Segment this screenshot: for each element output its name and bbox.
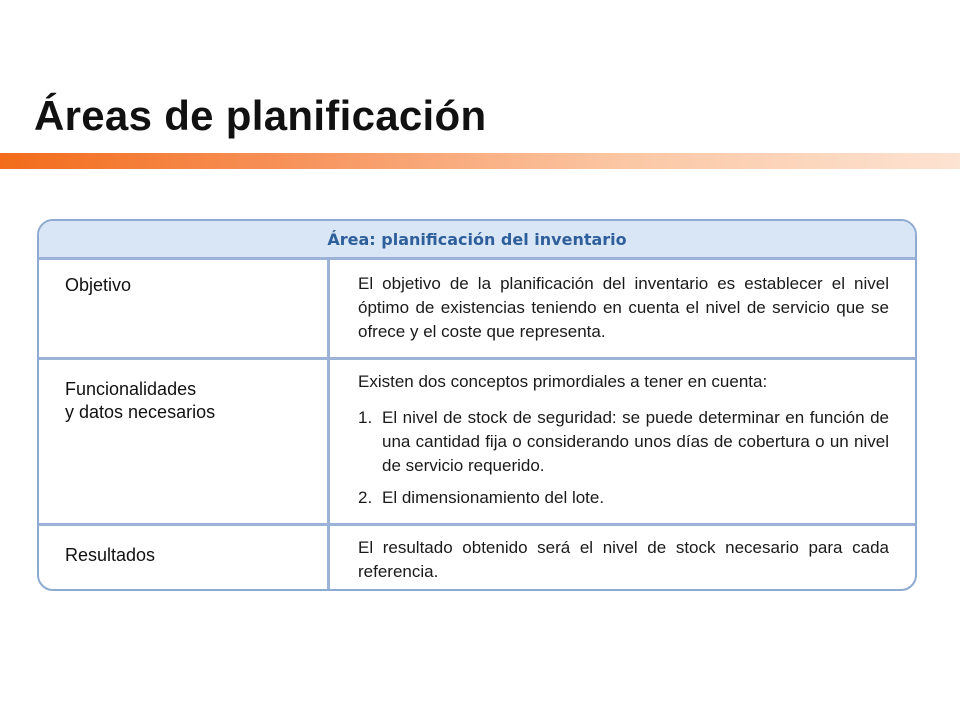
table-row-resultados <box>39 523 915 589</box>
row-content <box>330 360 915 523</box>
planning-table <box>37 219 917 591</box>
list-item-number: 2. <box>358 488 373 507</box>
accent-bar <box>0 153 960 169</box>
funcionalidades-intro: Existen dos conceptos primordiales a tener en cuenta: <box>358 372 768 391</box>
list-item-text: El nivel de stock de seguridad: se puede determinar en función de una cantidad fija o considerando unos días de cobertura o un nivel de servicio requerido. <box>382 408 889 475</box>
table-row-objetivo <box>39 260 915 357</box>
row-label <box>39 360 330 523</box>
resultados-text: El resultado obtenido será el nivel de stock necesario para cada referencia. <box>358 538 889 581</box>
row-content <box>330 260 915 357</box>
row-content <box>330 526 915 589</box>
table-header: Área: planificación del inventario <box>39 221 915 260</box>
list-item-text: El dimensionamiento del lote. <box>382 488 605 507</box>
table-row-funcionalidades <box>39 357 915 523</box>
row-label-line-1: Funcionalidades <box>65 379 197 399</box>
list-item <box>358 406 889 478</box>
concepts-list <box>358 406 889 510</box>
list-item <box>358 486 889 510</box>
row-label-line-2: y datos necesarios <box>65 402 216 422</box>
row-label: Objetivo <box>39 260 330 357</box>
list-item-number: 1. <box>358 408 373 427</box>
slide-title: Áreas de planificación <box>34 92 487 139</box>
row-label: Resultados <box>39 526 330 589</box>
objetivo-text: El objetivo de la planificación del inventario es establecer el nivel óptimo de existencias teniendo en cuenta el nivel de servicio que se ofrece y el coste que representa. <box>358 274 889 341</box>
